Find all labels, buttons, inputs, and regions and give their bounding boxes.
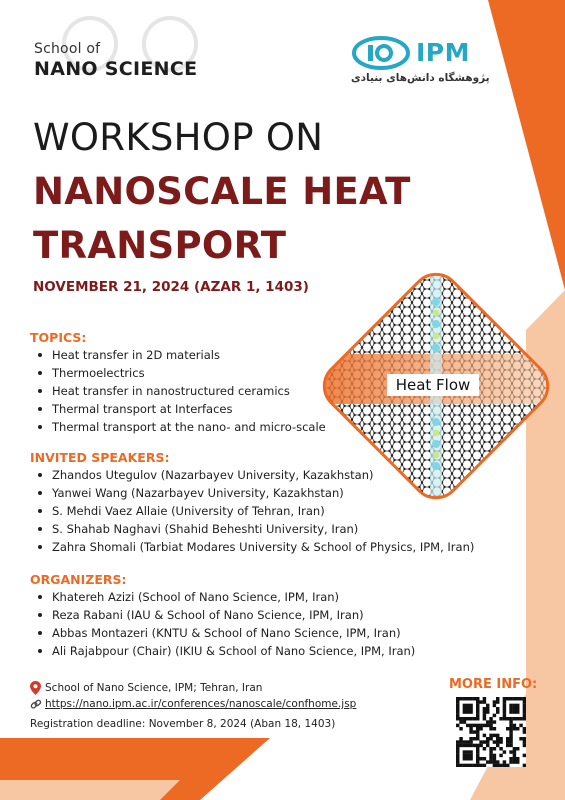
organizer-item: Reza Rabani (IAU & School of Nano Science, IPM, Iran) xyxy=(30,606,415,624)
speaker-item: S. Mehdi Vaez Allaie (University of Tehran, Iran) xyxy=(30,502,474,520)
ipm-persian-name: پژوهشگاه دانش‌های بنیادی xyxy=(351,72,490,84)
title-line3: TRANSPORT xyxy=(33,224,287,267)
map-pin-icon xyxy=(30,681,41,695)
title-line1: WORKSHOP ON xyxy=(33,116,324,159)
organizer-item: Khatereh Azizi (School of Nano Science, IPM, Iran) xyxy=(30,588,415,606)
speaker-item: S. Shahab Naghavi (Shahid Beheshti University, Iran) xyxy=(30,520,474,538)
organizer-item: Ali Rajabpour (Chair) (IKIU & School of Nano Science, IPM, Iran) xyxy=(30,642,415,660)
topics-heading: TOPICS: xyxy=(30,330,87,345)
registration-deadline: Registration deadline: November 8, 2024 (Aban 18, 1403) xyxy=(30,718,336,730)
school-name-line1: School of xyxy=(34,41,101,57)
organizers-heading: ORGANIZERS: xyxy=(30,572,127,587)
topic-item: Thermal transport at Interfaces xyxy=(30,400,326,418)
bottom-left-peach-strip xyxy=(0,780,180,800)
topic-item: Heat transfer in 2D materials xyxy=(30,346,326,364)
ipm-logo-icon xyxy=(351,36,411,70)
conference-link[interactable]: https://nano.ipm.ac.ir/conferences/nanoscale/confhome.jsp xyxy=(45,698,357,710)
heat-flow-label: Heat Flow xyxy=(387,374,479,396)
event-date: NOVEMBER 21, 2024 (AZAR 1, 1403) xyxy=(33,279,309,295)
speaker-item: Zahra Shomali (Tarbiat Modares University & School of Physics, IPM, Iran) xyxy=(30,538,474,556)
speaker-item: Zhandos Utegulov (Nazarbayev University, Kazakhstan) xyxy=(30,466,474,484)
topic-item: Heat transfer in nanostructured ceramics xyxy=(30,382,326,400)
more-info-label: MORE INFO: xyxy=(449,677,538,692)
topics-list xyxy=(30,346,326,436)
ipm-wordmark: IPM xyxy=(416,38,471,67)
speakers-heading: INVITED SPEAKERS: xyxy=(30,450,170,465)
venue-address: School of Nano Science, IPM; Tehran, Iran xyxy=(45,682,263,694)
topic-item: Thermoelectrics xyxy=(30,364,326,382)
top-right-orange-band xyxy=(488,0,565,290)
organizer-item: Abbas Montazeri (KNTU & School of Nano Science, IPM, Iran) xyxy=(30,624,415,642)
speaker-item: Yanwei Wang (Nazarbayev University, Kazakhstan) xyxy=(30,484,474,502)
link-icon xyxy=(30,698,42,710)
school-name-line2: NANO SCIENCE xyxy=(34,58,198,80)
title-line2: NANOSCALE HEAT xyxy=(33,170,411,213)
organizers-list xyxy=(30,588,415,660)
topic-item: Thermal transport at the nano- and micro-scale xyxy=(30,418,326,436)
qr-code-icon[interactable] xyxy=(456,697,526,767)
speakers-list xyxy=(30,466,474,556)
